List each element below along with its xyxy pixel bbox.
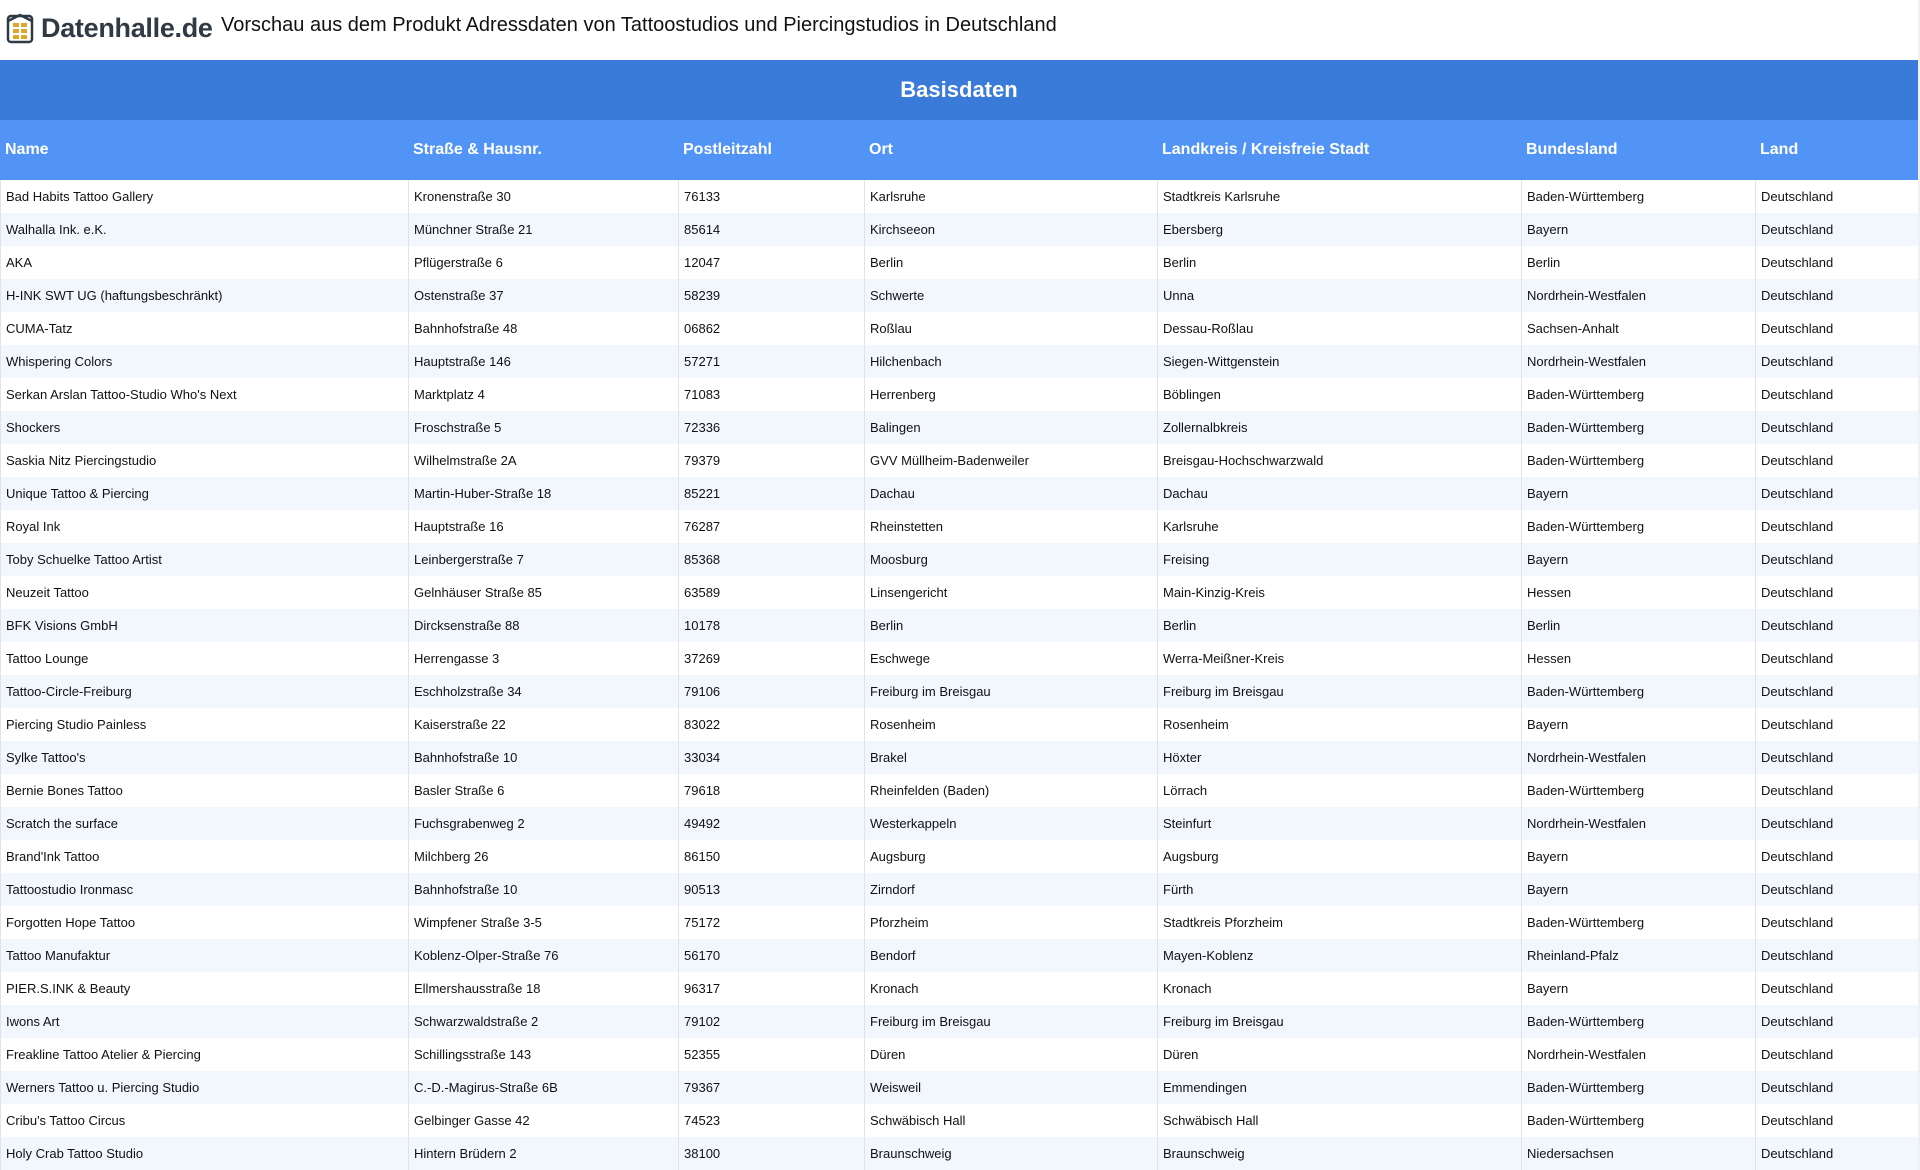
- cell-name: CUMA-Tatz: [0, 312, 408, 345]
- cell-country: Deutschland: [1755, 279, 1918, 312]
- cell-street: Schwarzwaldstraße 2: [408, 1005, 678, 1038]
- cell-country: Deutschland: [1755, 1038, 1918, 1071]
- data-table: [0, 120, 1918, 1170]
- cell-state: Baden-Württemberg: [1521, 444, 1755, 477]
- cell-name: Tattoo-Circle-Freiburg: [0, 675, 408, 708]
- cell-country: Deutschland: [1755, 642, 1918, 675]
- cell-state: Nordrhein-Westfalen: [1521, 279, 1755, 312]
- cell-district: Dachau: [1157, 477, 1521, 510]
- cell-district: Düren: [1157, 1038, 1521, 1071]
- cell-name: PIER.S.INK & Beauty: [0, 972, 408, 1005]
- cell-postcode: 85614: [678, 213, 864, 246]
- table-row[interactable]: [0, 840, 1918, 873]
- column-header-district[interactable]: Landkreis / Kreisfreie Stadt: [1162, 141, 1370, 158]
- cell-street: Basler Straße 6: [408, 774, 678, 807]
- cell-state: Hessen: [1521, 642, 1755, 675]
- cell-street: Wilhelmstraße 2A: [408, 444, 678, 477]
- cell-postcode: 63589: [678, 576, 864, 609]
- cell-city: Balingen: [864, 411, 1157, 444]
- cell-postcode: 76133: [678, 180, 864, 213]
- cell-postcode: 74523: [678, 1104, 864, 1137]
- cell-state: Bayern: [1521, 708, 1755, 741]
- table-row[interactable]: [0, 873, 1918, 906]
- cell-city: Westerkappeln: [864, 807, 1157, 840]
- cell-postcode: 79106: [678, 675, 864, 708]
- cell-country: Deutschland: [1755, 477, 1918, 510]
- cell-district: Berlin: [1157, 609, 1521, 642]
- cell-name: Piercing Studio Painless: [0, 708, 408, 741]
- cell-district: Schwäbisch Hall: [1157, 1104, 1521, 1137]
- cell-city: Rheinstetten: [864, 510, 1157, 543]
- cell-district: Böblingen: [1157, 378, 1521, 411]
- cell-name: Saskia Nitz Piercingstudio: [0, 444, 408, 477]
- cell-postcode: 52355: [678, 1038, 864, 1071]
- cell-postcode: 12047: [678, 246, 864, 279]
- cell-district: Freiburg im Breisgau: [1157, 1005, 1521, 1038]
- cell-city: Hilchenbach: [864, 345, 1157, 378]
- cell-city: Braunschweig: [864, 1137, 1157, 1170]
- cell-street: Hauptstraße 146: [408, 345, 678, 378]
- cell-postcode: 49492: [678, 807, 864, 840]
- cell-postcode: 96317: [678, 972, 864, 1005]
- cell-district: Werra-Meißner-Kreis: [1157, 642, 1521, 675]
- cell-country: Deutschland: [1755, 345, 1918, 378]
- cell-street: Wimpfener Straße 3-5: [408, 906, 678, 939]
- cell-postcode: 38100: [678, 1137, 864, 1170]
- cell-state: Berlin: [1521, 246, 1755, 279]
- table-row[interactable]: [0, 1104, 1918, 1137]
- cell-city: Eschwege: [864, 642, 1157, 675]
- cell-state: Nordrhein-Westfalen: [1521, 345, 1755, 378]
- cell-state: Niedersachsen: [1521, 1137, 1755, 1170]
- cell-country: Deutschland: [1755, 741, 1918, 774]
- cell-district: Steinfurt: [1157, 807, 1521, 840]
- table-row[interactable]: [0, 279, 1918, 312]
- cell-street: Kronenstraße 30: [408, 180, 678, 213]
- cell-district: Dessau-Roßlau: [1157, 312, 1521, 345]
- cell-street: Ellmershausstraße 18: [408, 972, 678, 1005]
- cell-state: Bayern: [1521, 840, 1755, 873]
- table-row[interactable]: [0, 246, 1918, 279]
- cell-street: Koblenz-Olper-Straße 76: [408, 939, 678, 972]
- cell-street: Fuchsgrabenweg 2: [408, 807, 678, 840]
- cell-city: Rheinfelden (Baden): [864, 774, 1157, 807]
- cell-country: Deutschland: [1755, 444, 1918, 477]
- table-row[interactable]: [0, 378, 1918, 411]
- cell-country: Deutschland: [1755, 675, 1918, 708]
- cell-district: Freising: [1157, 543, 1521, 576]
- cell-country: Deutschland: [1755, 1137, 1918, 1170]
- cell-city: Berlin: [864, 246, 1157, 279]
- cell-street: Dircksenstraße 88: [408, 609, 678, 642]
- cell-country: Deutschland: [1755, 510, 1918, 543]
- cell-postcode: 85221: [678, 477, 864, 510]
- table-row[interactable]: [0, 1038, 1918, 1071]
- cell-city: Augsburg: [864, 840, 1157, 873]
- table-row[interactable]: [0, 972, 1918, 1005]
- cell-name: Royal Ink: [0, 510, 408, 543]
- cell-postcode: 79618: [678, 774, 864, 807]
- cell-postcode: 56170: [678, 939, 864, 972]
- cell-city: Roßlau: [864, 312, 1157, 345]
- top-bar: [0, 0, 1920, 58]
- cell-state: Baden-Württemberg: [1521, 510, 1755, 543]
- cell-district: Kronach: [1157, 972, 1521, 1005]
- cell-postcode: 86150: [678, 840, 864, 873]
- cell-state: Hessen: [1521, 576, 1755, 609]
- cell-district: Stadtkreis Pforzheim: [1157, 906, 1521, 939]
- cell-state: Bayern: [1521, 477, 1755, 510]
- cell-street: Gelbinger Gasse 42: [408, 1104, 678, 1137]
- cell-country: Deutschland: [1755, 312, 1918, 345]
- section-banner: [0, 60, 1918, 120]
- cell-country: Deutschland: [1755, 576, 1918, 609]
- cell-country: Deutschland: [1755, 411, 1918, 444]
- cell-postcode: 85368: [678, 543, 864, 576]
- cell-district: Ebersberg: [1157, 213, 1521, 246]
- cell-name: Tattoo Manufaktur: [0, 939, 408, 972]
- datenhalle-logo-icon: [5, 11, 37, 45]
- cell-country: Deutschland: [1755, 840, 1918, 873]
- cell-state: Nordrhein-Westfalen: [1521, 1038, 1755, 1071]
- cell-district: Braunschweig: [1157, 1137, 1521, 1170]
- cell-name: Serkan Arslan Tattoo-Studio Who's Next: [0, 378, 408, 411]
- cell-name: Unique Tattoo & Piercing: [0, 477, 408, 510]
- cell-name: Iwons Art: [0, 1005, 408, 1038]
- table-row[interactable]: [0, 609, 1918, 642]
- cell-district: Mayen-Koblenz: [1157, 939, 1521, 972]
- cell-state: Baden-Württemberg: [1521, 378, 1755, 411]
- cell-name: AKA: [0, 246, 408, 279]
- cell-country: Deutschland: [1755, 213, 1918, 246]
- cell-district: Berlin: [1157, 246, 1521, 279]
- cell-state: Bayern: [1521, 213, 1755, 246]
- cell-postcode: 72336: [678, 411, 864, 444]
- cell-postcode: 57271: [678, 345, 864, 378]
- cell-country: Deutschland: [1755, 1005, 1918, 1038]
- cell-postcode: 79367: [678, 1071, 864, 1104]
- table-row[interactable]: [0, 1137, 1918, 1170]
- cell-district: Fürth: [1157, 873, 1521, 906]
- cell-country: Deutschland: [1755, 939, 1918, 972]
- cell-name: Bernie Bones Tattoo: [0, 774, 408, 807]
- table-row[interactable]: [0, 1005, 1918, 1038]
- cell-name: Freakline Tattoo Atelier & Piercing: [0, 1038, 408, 1071]
- cell-state: Berlin: [1521, 609, 1755, 642]
- cell-state: Baden-Württemberg: [1521, 1104, 1755, 1137]
- cell-street: Gelnhäuser Straße 85: [408, 576, 678, 609]
- cell-country: Deutschland: [1755, 774, 1918, 807]
- cell-postcode: 75172: [678, 906, 864, 939]
- table-row[interactable]: [0, 180, 1918, 213]
- cell-city: Zirndorf: [864, 873, 1157, 906]
- cell-postcode: 79379: [678, 444, 864, 477]
- cell-state: Baden-Württemberg: [1521, 675, 1755, 708]
- cell-district: Höxter: [1157, 741, 1521, 774]
- cell-name: Walhalla Ink. e.K.: [0, 213, 408, 246]
- cell-city: Dachau: [864, 477, 1157, 510]
- cell-district: Zollernalbkreis: [1157, 411, 1521, 444]
- cell-name: Brand'Ink Tattoo: [0, 840, 408, 873]
- cell-street: Bahnhofstraße 48: [408, 312, 678, 345]
- cell-name: Tattoo Lounge: [0, 642, 408, 675]
- cell-street: Milchberg 26: [408, 840, 678, 873]
- table-row[interactable]: [0, 708, 1918, 741]
- cell-city: Schwäbisch Hall: [864, 1104, 1157, 1137]
- table-row[interactable]: [0, 576, 1918, 609]
- table-row[interactable]: [0, 1071, 1918, 1104]
- table-row[interactable]: [0, 312, 1918, 345]
- cell-street: Marktplatz 4: [408, 378, 678, 411]
- cell-name: BFK Visions GmbH: [0, 609, 408, 642]
- table-row[interactable]: [0, 906, 1918, 939]
- cell-state: Baden-Württemberg: [1521, 906, 1755, 939]
- cell-country: Deutschland: [1755, 873, 1918, 906]
- cell-city: GVV Müllheim-Badenweiler: [864, 444, 1157, 477]
- cell-name: Neuzeit Tattoo: [0, 576, 408, 609]
- cell-name: Whispering Colors: [0, 345, 408, 378]
- cell-district: Breisgau-Hochschwarzwald: [1157, 444, 1521, 477]
- column-header-city[interactable]: Ort: [869, 141, 893, 158]
- cell-name: H-INK SWT UG (haftungsbeschränkt): [0, 279, 408, 312]
- cell-street: Bahnhofstraße 10: [408, 741, 678, 774]
- cell-name: Toby Schuelke Tattoo Artist: [0, 543, 408, 576]
- cell-name: Cribu's Tattoo Circus: [0, 1104, 408, 1137]
- cell-street: Hintern Brüdern 2: [408, 1137, 678, 1170]
- cell-postcode: 79102: [678, 1005, 864, 1038]
- cell-city: Kronach: [864, 972, 1157, 1005]
- page-title: Vorschau aus dem Produkt Adressdaten von Tattoostudios und Piercingstudios in Deutschland: [221, 14, 1057, 36]
- cell-street: Leinbergerstraße 7: [408, 543, 678, 576]
- cell-country: Deutschland: [1755, 378, 1918, 411]
- cell-country: Deutschland: [1755, 807, 1918, 840]
- logo-text: Datenhalle.de: [41, 12, 213, 43]
- cell-street: Froschstraße 5: [408, 411, 678, 444]
- cell-street: Kaiserstraße 22: [408, 708, 678, 741]
- cell-city: Linsengericht: [864, 576, 1157, 609]
- column-header-name[interactable]: Name: [5, 141, 49, 158]
- table-row[interactable]: [0, 213, 1918, 246]
- cell-street: Ostenstraße 37: [408, 279, 678, 312]
- cell-postcode: 37269: [678, 642, 864, 675]
- cell-country: Deutschland: [1755, 708, 1918, 741]
- cell-name: Bad Habits Tattoo Gallery: [0, 180, 408, 213]
- cell-street: Bahnhofstraße 10: [408, 873, 678, 906]
- cell-street: Pflügerstraße 6: [408, 246, 678, 279]
- column-header-state[interactable]: Bundesland: [1526, 141, 1618, 158]
- cell-city: Herrenberg: [864, 378, 1157, 411]
- cell-name: Sylke Tattoo's: [0, 741, 408, 774]
- column-header-street[interactable]: Straße & Hausnr.: [413, 141, 542, 158]
- table-row[interactable]: [0, 411, 1918, 444]
- cell-name: Scratch the surface: [0, 807, 408, 840]
- cell-state: Rheinland-Pfalz: [1521, 939, 1755, 972]
- cell-district: Stadtkreis Karlsruhe: [1157, 180, 1521, 213]
- cell-city: Kirchseeon: [864, 213, 1157, 246]
- table-row[interactable]: [0, 774, 1918, 807]
- cell-postcode: 90513: [678, 873, 864, 906]
- table-row[interactable]: [0, 807, 1918, 840]
- cell-city: Moosburg: [864, 543, 1157, 576]
- cell-name: Shockers: [0, 411, 408, 444]
- cell-district: Freiburg im Breisgau: [1157, 675, 1521, 708]
- table-header-row: [0, 120, 1918, 180]
- cell-name: Werners Tattoo u. Piercing Studio: [0, 1071, 408, 1104]
- cell-city: Brakel: [864, 741, 1157, 774]
- cell-country: Deutschland: [1755, 246, 1918, 279]
- cell-state: Baden-Württemberg: [1521, 411, 1755, 444]
- cell-city: Pforzheim: [864, 906, 1157, 939]
- cell-street: Martin-Huber-Straße 18: [408, 477, 678, 510]
- cell-state: Nordrhein-Westfalen: [1521, 741, 1755, 774]
- cell-city: Bendorf: [864, 939, 1157, 972]
- cell-district: Lörrach: [1157, 774, 1521, 807]
- table-row[interactable]: [0, 345, 1918, 378]
- cell-state: Sachsen-Anhalt: [1521, 312, 1755, 345]
- table-row[interactable]: [0, 675, 1918, 708]
- cell-street: Schillingsstraße 143: [408, 1038, 678, 1071]
- cell-postcode: 06862: [678, 312, 864, 345]
- cell-street: Herrengasse 3: [408, 642, 678, 675]
- cell-city: Freiburg im Breisgau: [864, 1005, 1157, 1038]
- table-row[interactable]: [0, 477, 1918, 510]
- cell-state: Bayern: [1521, 972, 1755, 1005]
- table-row[interactable]: [0, 543, 1918, 576]
- table-body: [0, 180, 1918, 1170]
- cell-city: Freiburg im Breisgau: [864, 675, 1157, 708]
- table-row[interactable]: [0, 444, 1918, 477]
- cell-district: Augsburg: [1157, 840, 1521, 873]
- cell-street: Hauptstraße 16: [408, 510, 678, 543]
- cell-state: Bayern: [1521, 873, 1755, 906]
- section-title: Basisdaten: [900, 77, 1018, 102]
- cell-postcode: 33034: [678, 741, 864, 774]
- cell-postcode: 58239: [678, 279, 864, 312]
- cell-district: Unna: [1157, 279, 1521, 312]
- cell-city: Düren: [864, 1038, 1157, 1071]
- cell-district: Emmendingen: [1157, 1071, 1521, 1104]
- cell-country: Deutschland: [1755, 972, 1918, 1005]
- table-row[interactable]: [0, 939, 1918, 972]
- cell-postcode: 76287: [678, 510, 864, 543]
- cell-country: Deutschland: [1755, 906, 1918, 939]
- column-header-postcode[interactable]: Postleitzahl: [683, 141, 772, 158]
- cell-street: Münchner Straße 21: [408, 213, 678, 246]
- cell-country: Deutschland: [1755, 1071, 1918, 1104]
- table-row[interactable]: [0, 510, 1918, 543]
- cell-city: Karlsruhe: [864, 180, 1157, 213]
- cell-country: Deutschland: [1755, 180, 1918, 213]
- cell-state: Nordrhein-Westfalen: [1521, 807, 1755, 840]
- cell-state: Bayern: [1521, 543, 1755, 576]
- column-header-country[interactable]: Land: [1760, 141, 1799, 158]
- cell-city: Berlin: [864, 609, 1157, 642]
- cell-name: Forgotten Hope Tattoo: [0, 906, 408, 939]
- cell-state: Baden-Württemberg: [1521, 1071, 1755, 1104]
- table-row[interactable]: [0, 642, 1918, 675]
- cell-street: C.-D.-Magirus-Straße 6B: [408, 1071, 678, 1104]
- cell-postcode: 10178: [678, 609, 864, 642]
- cell-street: Eschholzstraße 34: [408, 675, 678, 708]
- cell-country: Deutschland: [1755, 1104, 1918, 1137]
- cell-district: Main-Kinzig-Kreis: [1157, 576, 1521, 609]
- cell-state: Baden-Württemberg: [1521, 1005, 1755, 1038]
- cell-state: Baden-Württemberg: [1521, 774, 1755, 807]
- cell-district: Siegen-Wittgenstein: [1157, 345, 1521, 378]
- cell-country: Deutschland: [1755, 543, 1918, 576]
- cell-state: Baden-Württemberg: [1521, 180, 1755, 213]
- cell-name: Tattoostudio Ironmasc: [0, 873, 408, 906]
- logo[interactable]: [5, 10, 213, 46]
- cell-city: Weisweil: [864, 1071, 1157, 1104]
- cell-postcode: 71083: [678, 378, 864, 411]
- cell-district: Karlsruhe: [1157, 510, 1521, 543]
- cell-district: Rosenheim: [1157, 708, 1521, 741]
- cell-postcode: 83022: [678, 708, 864, 741]
- table-row[interactable]: [0, 741, 1918, 774]
- cell-country: Deutschland: [1755, 609, 1918, 642]
- cell-name: Holy Crab Tattoo Studio: [0, 1137, 408, 1170]
- cell-city: Schwerte: [864, 279, 1157, 312]
- cell-city: Rosenheim: [864, 708, 1157, 741]
